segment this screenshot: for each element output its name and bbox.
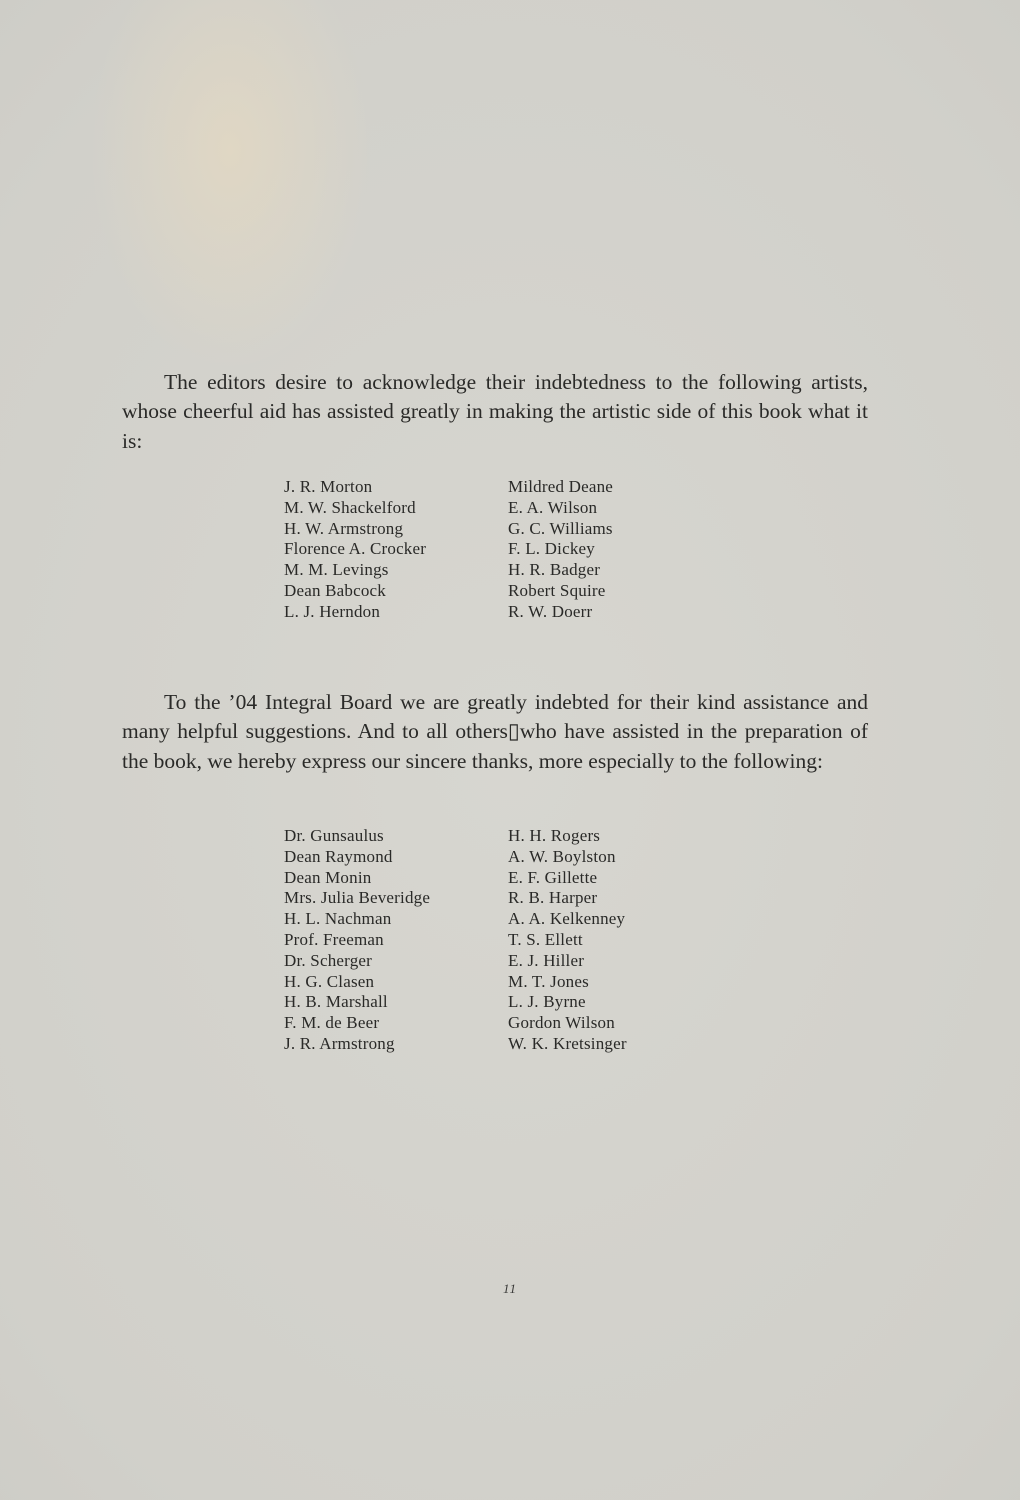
contributor-name: Dr. Gunsaulus (284, 826, 384, 845)
contributor-name: J. R. Armstrong (284, 1033, 395, 1053)
contributor-name: H. H. Rogers (508, 826, 601, 845)
contributor-name: Dean Monin (284, 867, 372, 887)
artist-name: Mildred Deane (508, 477, 614, 496)
artist-name: J. R. Morton (284, 477, 373, 496)
contributor-name: L. J. Byrne (508, 992, 586, 1012)
contributor-name: F. M. de Beer (284, 1013, 380, 1033)
contributor-name: Prof. Freeman (284, 929, 384, 949)
artist-name: H. W. Armstrong (284, 518, 404, 538)
contributor-name: T. S. Ellett (508, 929, 583, 949)
artist-name: L. J. Herndon (284, 601, 381, 621)
artist-name: G. C. Williams (508, 518, 613, 538)
artist-name: E. A. Wilson (508, 497, 598, 517)
artists-acknowledgement-paragraph: The editors desire to acknowledge their indebtedness to the following artists, whose cheerful aid has assisted greatly in making the artistic side of this book what it is: (122, 370, 868, 453)
contributor-name: H. G. Clasen (284, 971, 375, 991)
thanks-list-right (508, 826, 627, 1055)
artists-list-right (508, 477, 613, 623)
artist-name: Dean Babcock (284, 580, 386, 600)
contributor-name: E. F. Gillette (508, 867, 598, 887)
contributor-name: W. K. Kretsinger (508, 1033, 627, 1053)
artist-name: Florence A. Crocker (284, 539, 427, 559)
thanks-list-left (284, 826, 430, 1055)
contributor-name: R. B. Harper (508, 888, 598, 908)
artist-name: Robert Squire (508, 580, 606, 600)
artist-name: M. W. Shackelford (284, 497, 416, 517)
contributor-name: A. W. Boylston (508, 846, 616, 866)
contributor-name: Gordon Wilson (508, 1013, 615, 1033)
contributor-name: Dr. Scherger (284, 950, 373, 970)
artist-name: M. M. Levings (284, 560, 389, 580)
page-number: 11 (502, 1281, 518, 1296)
contributor-name: Mrs. Julia Beveridge (284, 888, 431, 908)
contributor-name: Dean Raymond (284, 846, 393, 866)
contributor-name: H. B. Marshall (284, 992, 388, 1012)
contributor-name: H. L. Nachman (284, 909, 392, 929)
artist-name: R. W. Doerr (508, 601, 593, 621)
artist-name: H. R. Badger (508, 560, 601, 580)
contributor-name: A. A. Kelkenney (508, 909, 626, 929)
artist-name: F. L. Dickey (508, 539, 595, 559)
contributor-name: E. J. Hiller (508, 950, 585, 970)
artists-list-left (284, 477, 426, 623)
thanks-acknowledgement-paragraph: To the ’04 Integral Board we are greatly indebted for their kind assistance and many helpful suggestions. And to all others▯who have assisted in the preparation of the book, we hereby express our sincere thanks, more especially to the following: (122, 690, 868, 773)
contributor-name: M. T. Jones (508, 971, 589, 991)
